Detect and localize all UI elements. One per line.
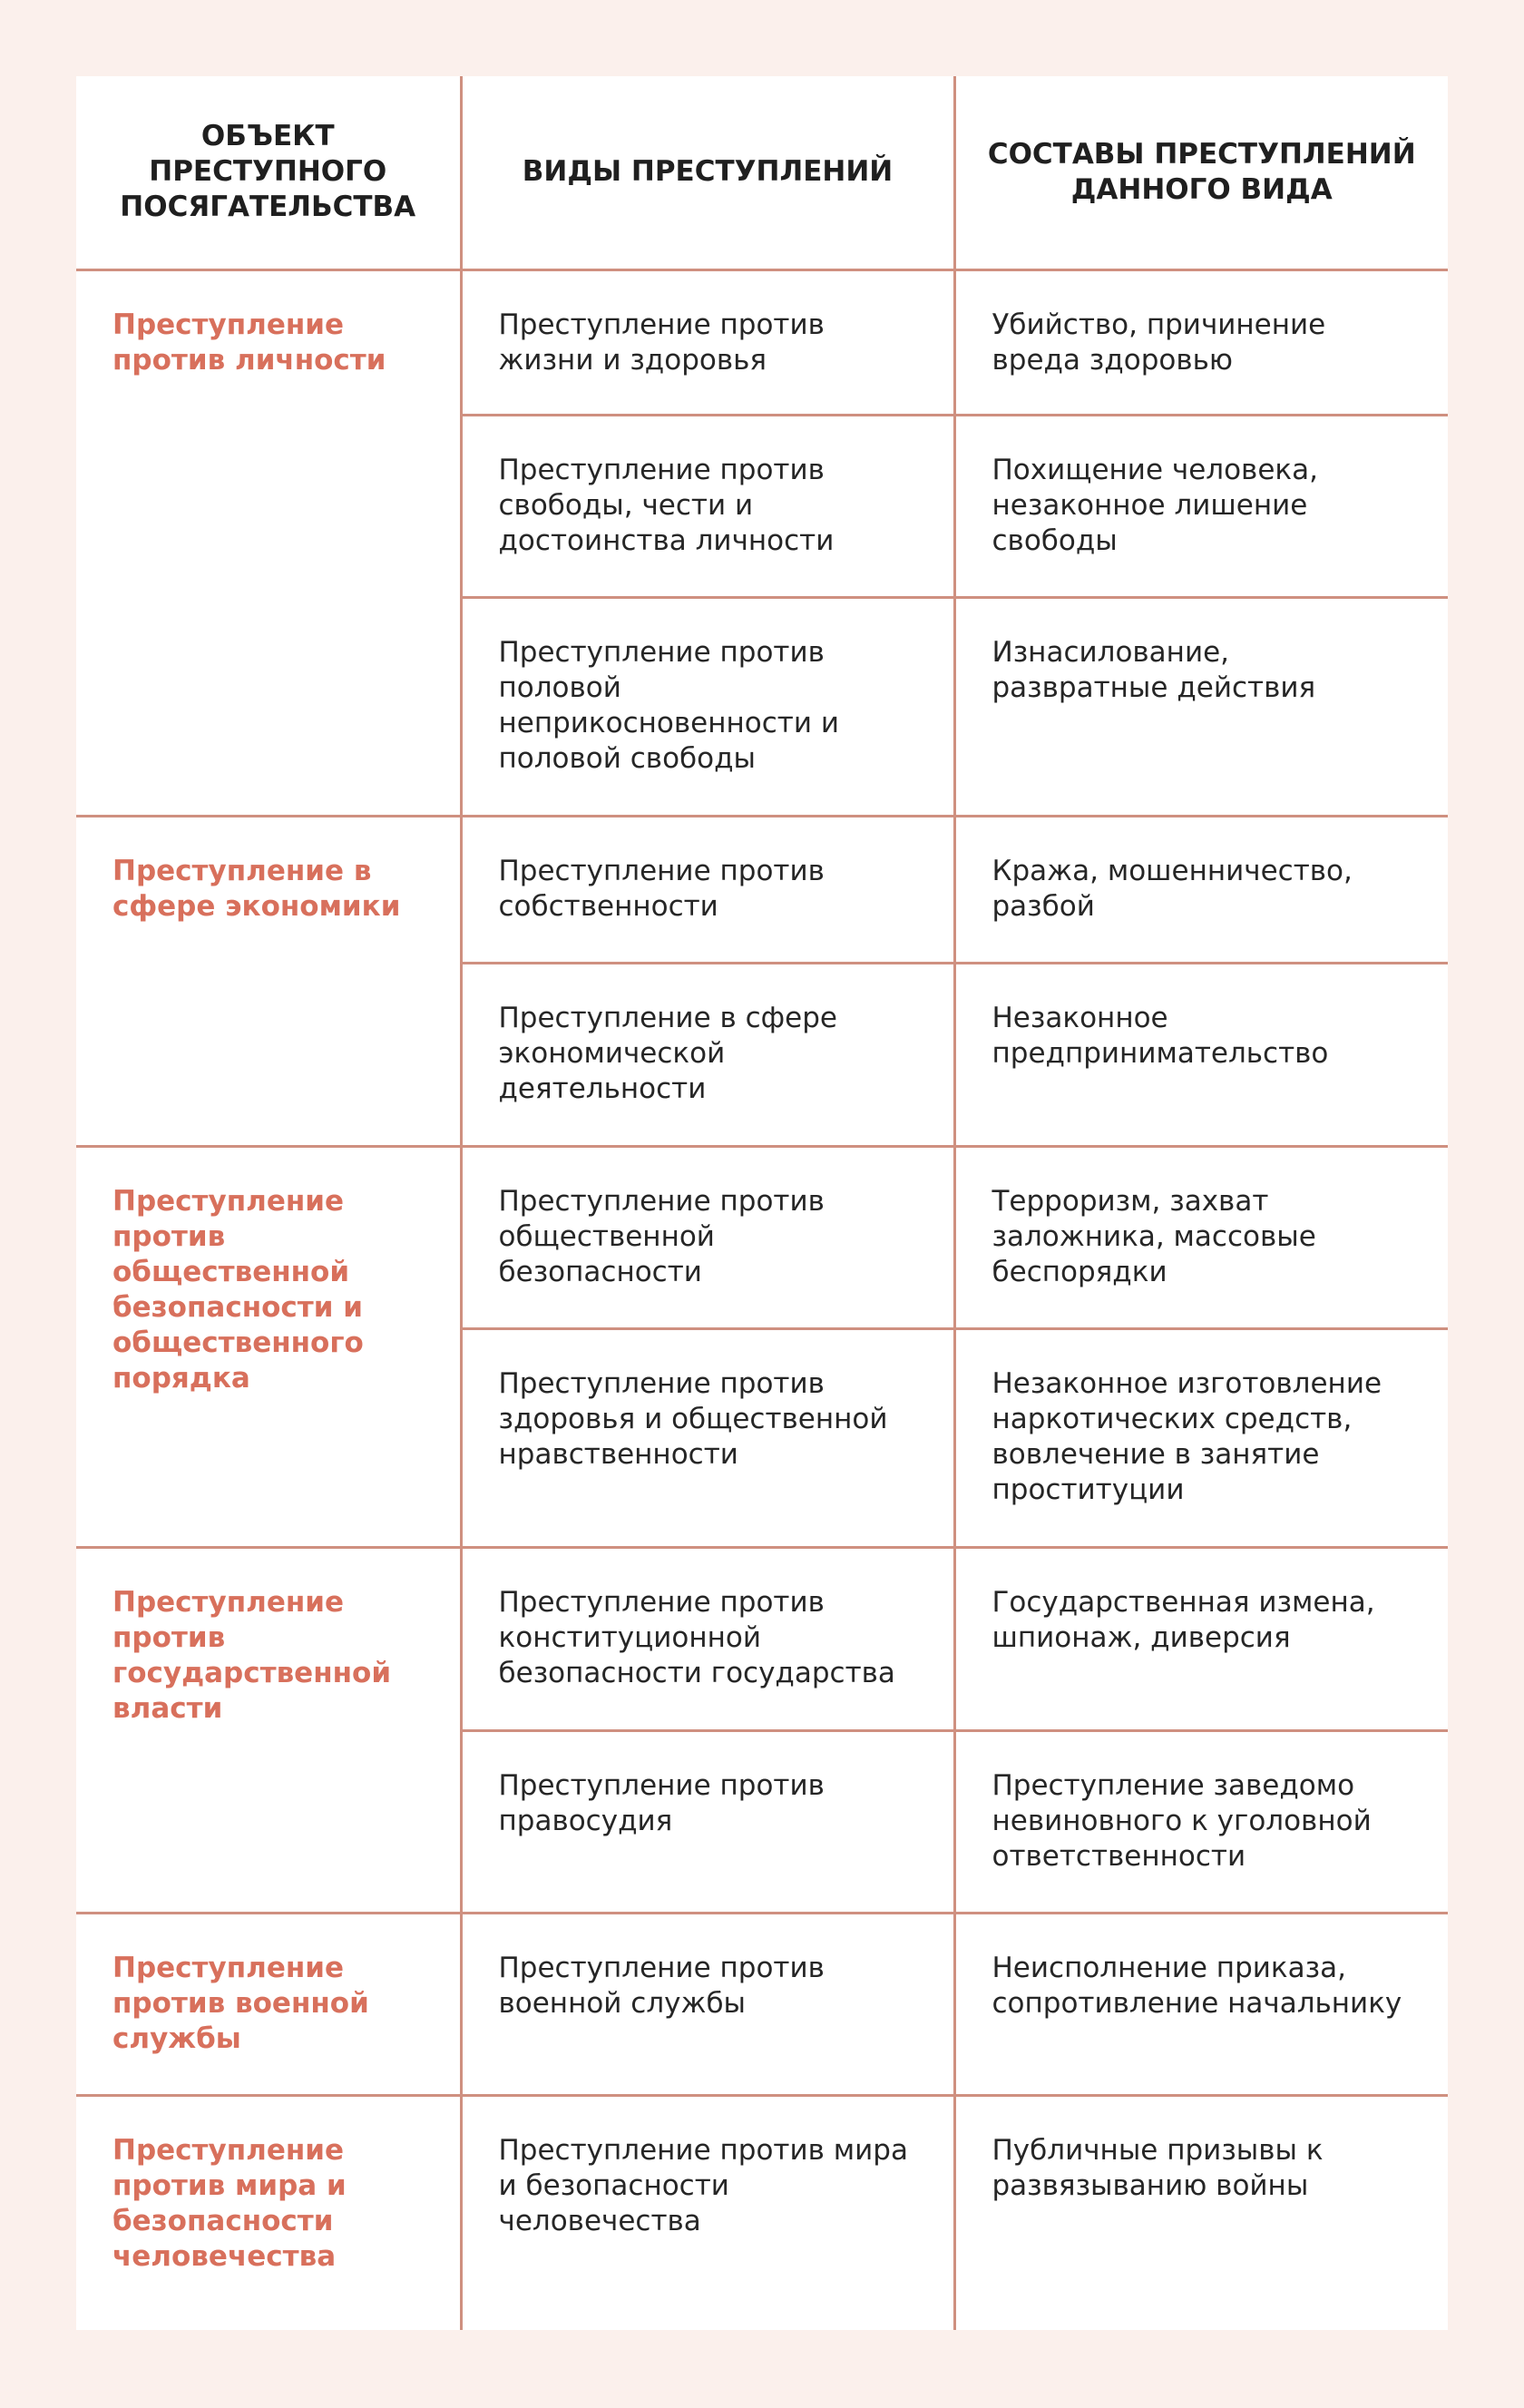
crime-classification-table (76, 76, 1448, 2330)
crime-composition: Кража, мошенничество, разбой (954, 816, 1448, 963)
header-compositions: СОСТАВЫ ПРЕСТУПЛЕНИЙ ДАННОГО ВИДА (954, 76, 1448, 269)
crime-composition: Терроризм, захват заложника, массовые беспорядки (954, 1146, 1448, 1328)
table-header-row (76, 76, 1448, 269)
crime-kind: Преступление против жизни и здоровья (461, 269, 954, 415)
crime-kind: Преступление против здоровья и общественной нравственности (461, 1329, 954, 1548)
crime-kind: Преступление против свободы, чести и достоинства личности (461, 415, 954, 597)
crime-composition: Преступление заведомо невиновного к уголовной ответственности (954, 1731, 1448, 1914)
table-row (76, 1548, 1448, 1731)
header-kinds: ВИДЫ ПРЕСТУПЛЕНИЙ (461, 76, 954, 269)
crime-composition: Неисполнение приказа, сопротивление начальнику (954, 1914, 1448, 2096)
table-row (76, 1146, 1448, 1328)
group-object: Преступление против личности (76, 269, 461, 816)
crime-kind: Преступление против общественной безопасности (461, 1146, 954, 1328)
group-object: Преступление в сфере экономики (76, 816, 461, 1146)
crime-composition: Незаконное изготовление наркотических средств, вовлечение в занятие проституции (954, 1329, 1448, 1548)
group-object: Преступление против мира и безопасности человечества (76, 2096, 461, 2330)
group-object: Преступление против государственной власти (76, 1548, 461, 1914)
crime-composition: Изнасилование, развратные действия (954, 597, 1448, 816)
table-row (76, 269, 1448, 415)
table-row (76, 816, 1448, 963)
crime-composition: Незаконное предпринимательство (954, 963, 1448, 1146)
group-object: Преступление против общественной безопасности и общественного порядка (76, 1146, 461, 1547)
crime-kind: Преступление против военной службы (461, 1914, 954, 2096)
crime-kind: Преступление против половой неприкосновенности и половой свободы (461, 597, 954, 816)
table-row (76, 1914, 1448, 2096)
crime-kind: Преступление против мира и безопасности человечества (461, 2096, 954, 2330)
header-object: ОБЪЕКТ ПРЕСТУПНОГО ПОСЯГАТЕЛЬСТВА (76, 76, 461, 269)
crime-classification-card (76, 76, 1448, 2330)
crime-composition: Публичные призывы к развязыванию войны (954, 2096, 1448, 2330)
crime-composition: Убийство, причинение вреда здоровью (954, 269, 1448, 415)
crime-composition: Государственная измена, шпионаж, диверсия (954, 1548, 1448, 1731)
crime-kind: Преступление против собственности (461, 816, 954, 963)
group-object: Преступление против военной службы (76, 1914, 461, 2096)
crime-kind: Преступление против правосудия (461, 1731, 954, 1914)
crime-composition: Похищение человека, незаконное лишение свободы (954, 415, 1448, 597)
table-row (76, 2096, 1448, 2330)
crime-kind: Преступление в сфере экономической деятельности (461, 963, 954, 1146)
crime-kind: Преступление против конституционной безопасности государства (461, 1548, 954, 1731)
